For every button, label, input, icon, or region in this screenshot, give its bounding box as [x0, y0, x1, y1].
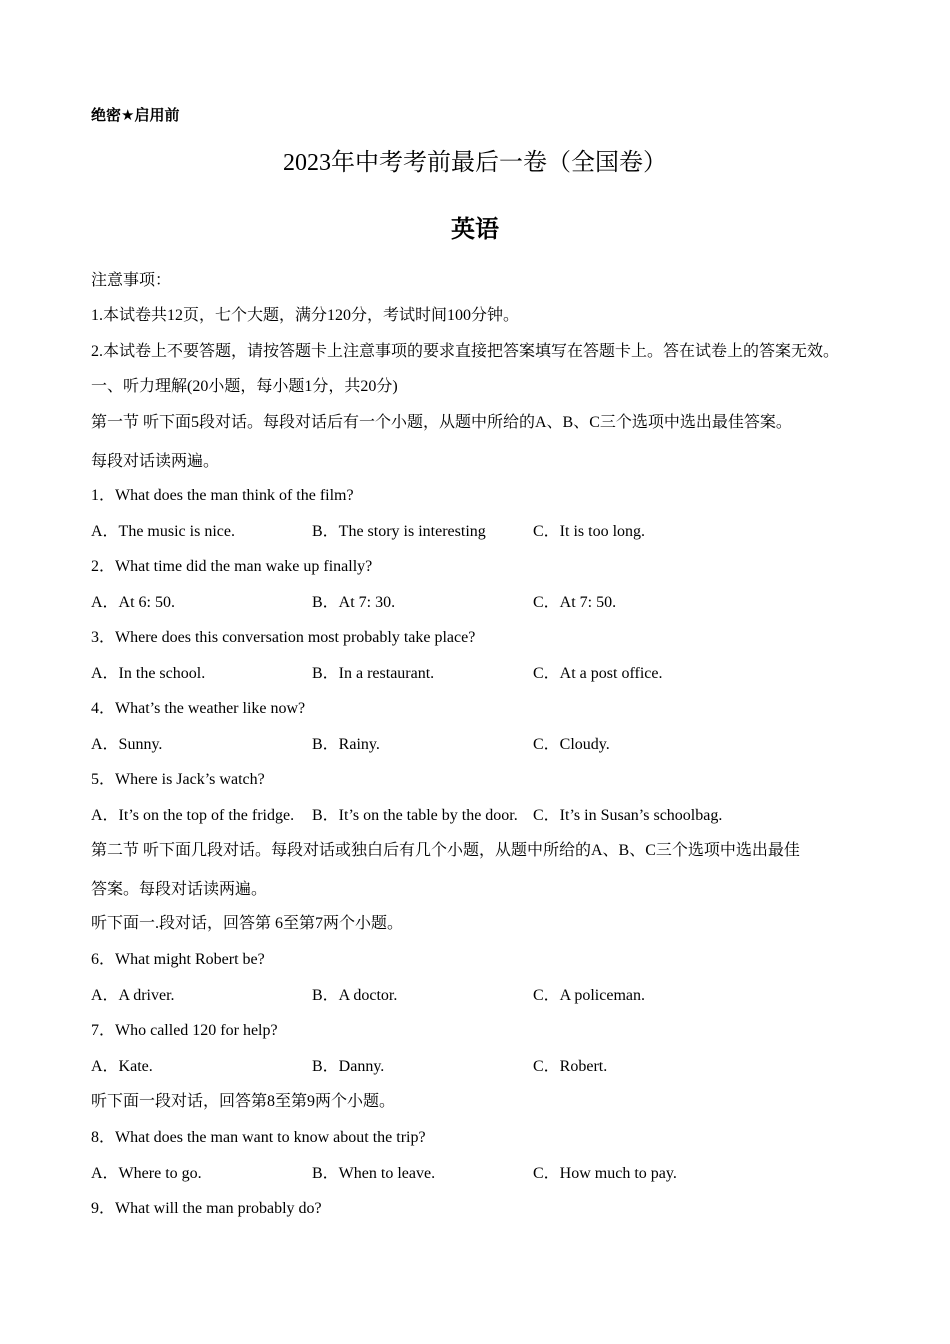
option-b: B．At 7: 30. [312, 594, 396, 611]
question-stem: 5．Where is Jack’s watch? [91, 771, 265, 788]
option-c: C．Cloudy. [533, 736, 610, 753]
question-stem: 7．Who called 120 for help? [91, 1022, 278, 1039]
note-item: 1.本试卷共12页，七个大题，满分120分，考试时间100分钟。 [91, 307, 520, 324]
option-c: C．A policeman. [533, 987, 645, 1004]
question-stem: 3．Where does this conversation most probably take place? [91, 629, 476, 646]
option-a: A．At 6: 50. [91, 594, 176, 611]
question-stem: 6．What might Robert be? [91, 951, 265, 968]
question-stem: 8．What does the man want to know about the trip? [91, 1129, 426, 1146]
option-a: A．It’s on the top of the fridge. [91, 807, 295, 824]
option-b: B．Danny. [312, 1058, 385, 1075]
notes-heading: 注意事项： [91, 272, 172, 289]
section1-instruction: 第一节 听下面5段对话。每段对话后有一个小题，从题中所给的A、B、C三个选项中选出最佳答案。 [91, 414, 792, 431]
option-b: B．When to leave. [312, 1165, 436, 1182]
section2-instruction-cont: 答案。每段对话读两遍。 [91, 881, 268, 898]
subject-title: 英语 [451, 217, 499, 243]
option-c: C．It is too long. [533, 523, 646, 540]
option-c: C．Robert. [533, 1058, 608, 1075]
option-c: C．How much to pay. [533, 1165, 677, 1182]
secret-label: 绝密★启用前 [91, 106, 180, 124]
option-a: A．The music is nice. [91, 523, 235, 540]
question-stem: 2．What time did the man wake up finally? [91, 558, 373, 575]
option-b: B．A doctor. [312, 987, 398, 1004]
dialogue-instruction: 听下面一段对话，回答第8至第9两个小题。 [91, 1093, 396, 1110]
option-b: B．Rainy. [312, 736, 380, 753]
question-stem: 4．What’s the weather like now? [91, 700, 306, 717]
section2-instruction: 第二节 听下面几段对话。每段对话或独白后有几个小题，从题中所给的A、B、C三个选项中选出最佳 [91, 842, 800, 859]
option-c: C．At a post office. [533, 665, 663, 682]
option-a: A．In the school. [91, 665, 206, 682]
part1-heading: 一、听力理解(20小题，每小题1分，共20分) [91, 378, 398, 395]
question-stem: 9．What will the man probably do? [91, 1200, 322, 1217]
option-b: B．It’s on the table by the door. [312, 807, 518, 824]
option-c: C．It’s in Susan’s schoolbag. [533, 807, 723, 824]
option-a: A．A driver. [91, 987, 175, 1004]
option-b: B．In a restaurant. [312, 665, 435, 682]
note-item: 2.本试卷上不要答题，请按答题卡上注意事项的要求直接把答案填写在答题卡上。答在试卷上的答案无效。 [91, 343, 840, 360]
question-stem: 1．What does the man think of the film? [91, 487, 354, 504]
option-a: A．Kate. [91, 1058, 153, 1075]
option-c: C．At 7: 50. [533, 594, 617, 611]
exam-title: 2023年中考考前最后一卷（全国卷） [283, 150, 667, 176]
dialogue-instruction: 听下面一.段对话，回答第 6至第7两个小题。 [91, 915, 404, 932]
option-a: A．Sunny. [91, 736, 163, 753]
option-a: A．Where to go. [91, 1165, 202, 1182]
section1-instruction-cont: 每段对话读两遍。 [91, 453, 220, 470]
option-b: B．The story is interesting [312, 523, 486, 540]
